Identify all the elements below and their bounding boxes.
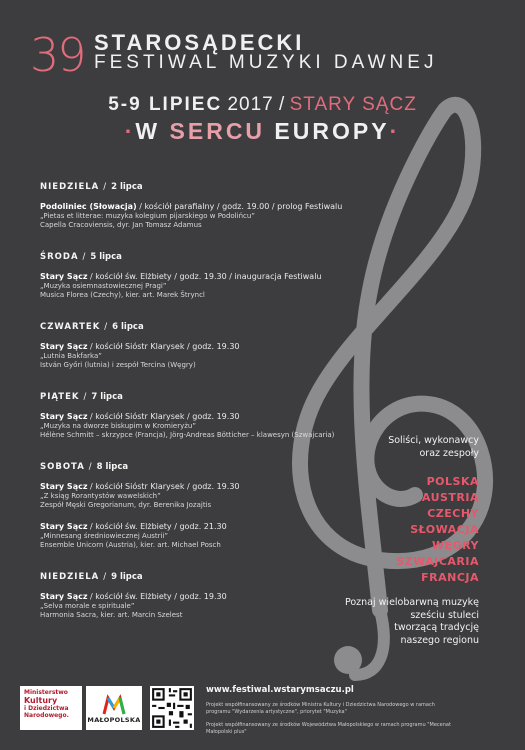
event-item: Stary Sącz / kościół Sióstr Klarysek / godz. 19.30 „Z ksiąg Rorantystów wawelskich” Zespół Męski Gregorianum, dyr. Berenika Jozajtis [40, 482, 240, 509]
day-heading: CZWARTEK / 6 lipca [40, 322, 144, 332]
event-item: Stary Sącz / kościół św. Elżbiety / godz. 21.30 „Minnesang średniowiecznej Austrii” Ensemble Unicorn (Austria), kier. art. Michael Posch [40, 522, 227, 549]
qr-code-icon[interactable] [150, 686, 194, 730]
funding-note: Projekt współfinansowany ze środków Województwa Małopolskiego w ramach programu "Mecenat Małopolski plus" [206, 722, 451, 735]
event-item: Stary Sącz / kościół Sióstr Klarysek / godz. 19.30 „Lutnia Bakfarka” István Győri (lutnia) i zespół Tercina (Węgry) [40, 342, 240, 369]
year: 2017 [227, 94, 274, 115]
country-item: POLSKA [426, 475, 479, 488]
soloists-note: Soliści, wykonawcy oraz zespoły [388, 435, 479, 459]
website-link[interactable]: www.festiwal.wstarymsaczu.pl [206, 685, 354, 695]
funding-note: Projekt współfinansowany ze środków Ministra Kultury i Dziedzictwa Narodowego w ramach programu "Wydarzenia artystyczne", priorytet "Muzyka" [206, 702, 435, 715]
date-separator: / [279, 94, 285, 115]
day-heading: SOBOTA / 8 lipca [40, 462, 129, 472]
festival-name-line2: FESTIWAL MUZYKI DAWNEJ [94, 52, 438, 73]
edition-number: 39 [30, 28, 85, 82]
event-item: Podoliniec (Słowacja) / kościół parafialny / godz. 19.00 / prolog Festiwalu „Pietas et litterae: muzyka kolegium pijarskiego w Podolińcu” Capella Cracoviensis, dyr. Jan Tomasz Adamus [40, 202, 343, 229]
festival-name-line1: STAROSĄDECKI [94, 30, 305, 55]
tagline-bullet-right: · [389, 118, 401, 144]
closing-note: Poznaj wielobarwną muzykę sześciu stuleci tworzącą tradycję naszego regionu [344, 597, 479, 646]
day-heading: NIEDZIELA / 2 lipca [40, 182, 143, 192]
location: STARY SĄCZ [289, 94, 417, 115]
country-item: AUSTRIA [421, 491, 479, 504]
tagline-pre: W [135, 118, 170, 144]
footer [0, 678, 525, 750]
event-item: Stary Sącz / kościół św. Elżbiety / godz. 19.30 „Selva morale e spirituale” Harmonia Sacra, kier. art. Marcin Szelest [40, 592, 227, 619]
country-item: CZECHY [427, 507, 479, 520]
country-item: FRANCJA [421, 571, 479, 584]
program-list [40, 182, 360, 624]
event-item: Stary Sącz / kościół Sióstr Klarysek / godz. 19.30 „Muzyka na dworze biskupim w Kromieryżu” Hélène Schmitt – skrzypce (Francja), Jörg-Andreas Bötticher – klawesyn (Szwajcaria) [40, 412, 335, 439]
tagline-post: EUROPY [265, 118, 390, 144]
country-item: SŁOWACJA [410, 523, 479, 536]
tagline-bullet-left: · [124, 118, 136, 144]
tagline [0, 118, 525, 145]
date-range: 5-9 LIPIEC [108, 94, 223, 115]
day-heading: PIĄTEK / 7 lipca [40, 392, 123, 402]
ministry-logo: Ministerstwo Kultury i Dziedzictwa Narodowego. [20, 686, 82, 730]
country-item: SZWAJCARIA [396, 555, 479, 568]
event-item: Stary Sącz / kościół św. Elżbiety / godz. 19.30 / inauguracja Festiwalu „Muzyka osiemnastowiecznej Pragi” Musica Florea (Czechy), kier. art. Marek Štryncl [40, 272, 322, 299]
tagline-highlight: SERCU [169, 118, 266, 144]
day-heading: NIEDZIELA / 9 lipca [40, 572, 143, 582]
day-heading: ŚRODA / 5 lipca [40, 252, 122, 262]
country-list [319, 474, 479, 586]
festival-dates [0, 94, 525, 116]
malopolska-logo: MAŁOPOLSKA [86, 686, 142, 730]
country-item: WĘGRY [431, 539, 479, 552]
